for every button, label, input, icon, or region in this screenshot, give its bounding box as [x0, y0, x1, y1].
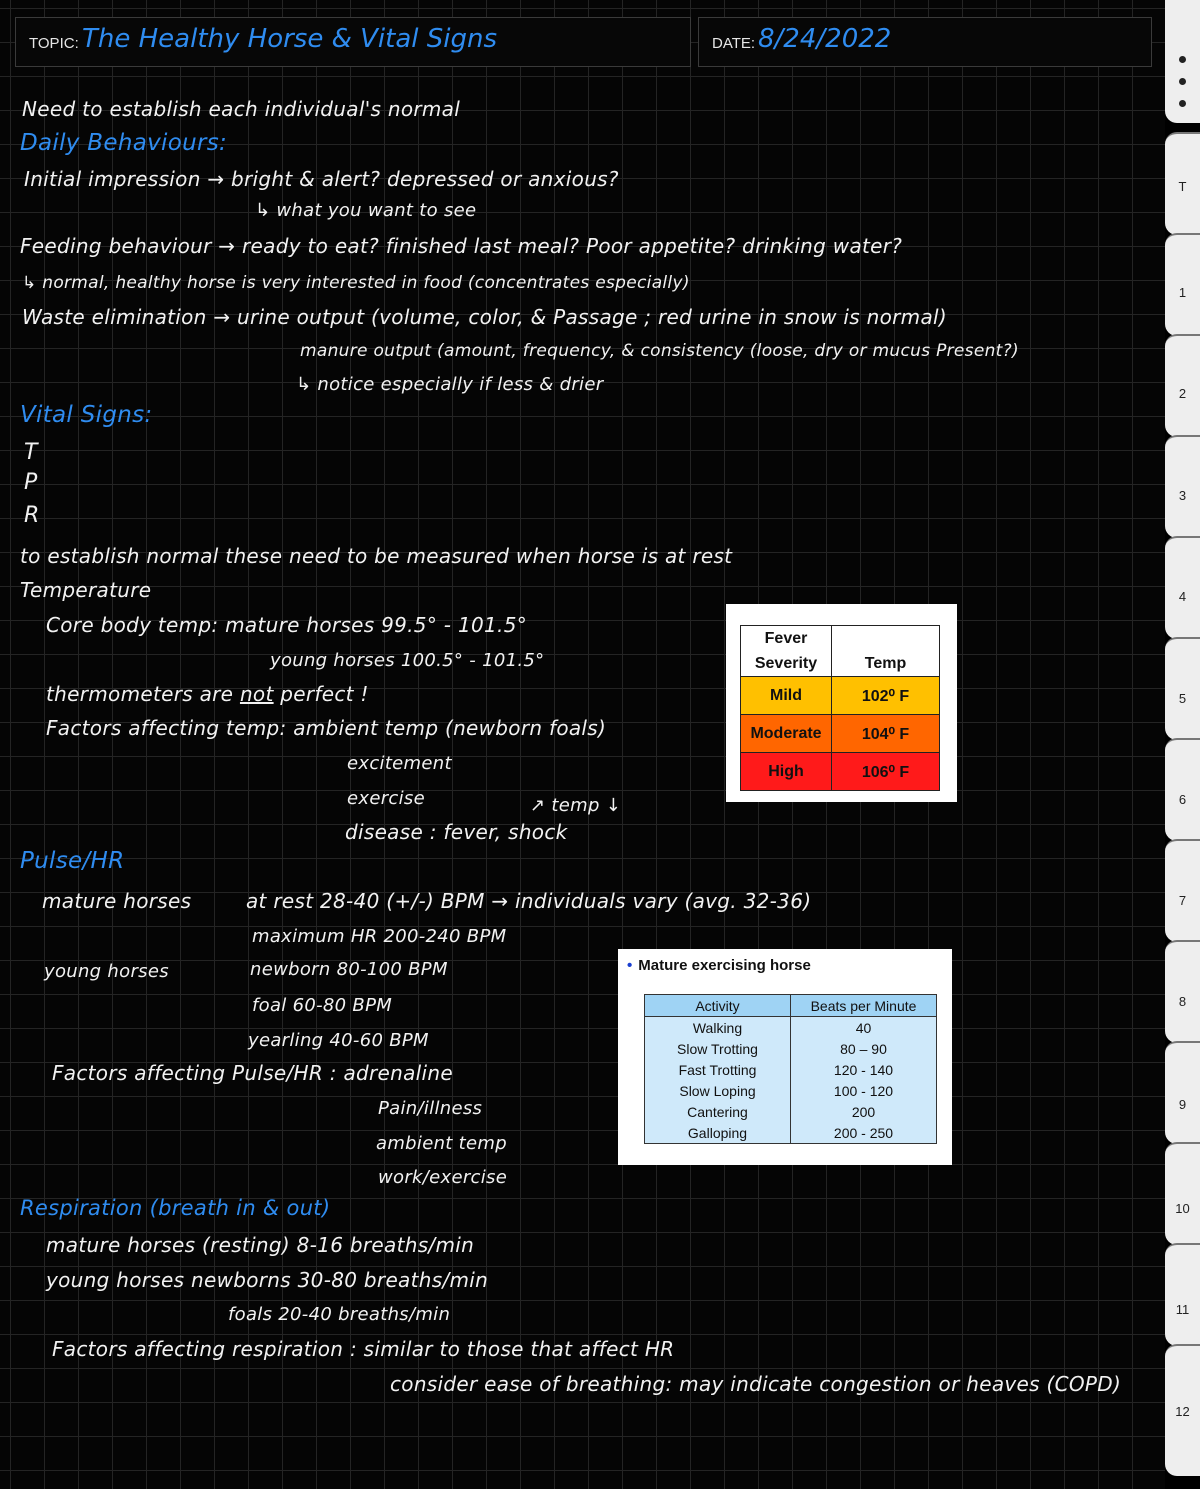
table-cell: 40: [791, 1017, 937, 1039]
vital-sign-t: T: [24, 440, 38, 465]
date-value[interactable]: 8/24/2022: [758, 24, 892, 54]
table-row: [741, 715, 940, 753]
tab-t[interactable]: T: [1165, 132, 1200, 235]
note-line: mature horses (resting) 8-16 breaths/min: [46, 1233, 475, 1257]
note-line: Factors affecting temp: ambient temp (newborn foals): [46, 716, 607, 740]
tab-5[interactable]: 5: [1165, 637, 1200, 740]
note-line: Factors affecting respiration : similar to those that affect HR: [52, 1337, 675, 1361]
note-line: Initial impression → bright & alert? depressed or anxious?: [24, 167, 619, 191]
table-cell: 80 – 90: [791, 1038, 937, 1059]
table-cell: 100 - 120: [791, 1080, 937, 1101]
table-cell: Galloping: [645, 1122, 791, 1144]
dot-icon: [1179, 56, 1186, 63]
section-heading-pulse-hr: Pulse/HR: [20, 848, 125, 874]
note-line: ↗ temp ↓: [530, 795, 622, 816]
date-label: DATE:: [712, 35, 756, 52]
note-line: mature horses: [42, 889, 192, 913]
note-line: Feeding behaviour → ready to eat? finished last meal? Poor appetite? drinking water?: [20, 234, 903, 258]
note-line: foals 20-40 breaths/min: [228, 1304, 451, 1325]
table-cell: High: [741, 753, 832, 791]
table-cell: 102⁰ F: [832, 677, 940, 715]
note-line: ↳ notice especially if less & drier: [296, 374, 604, 395]
tab-1[interactable]: 1: [1165, 233, 1200, 336]
table-cell: Mild: [741, 677, 832, 715]
table-cell: 106⁰ F: [832, 753, 940, 791]
table-header-cell: Activity: [645, 995, 791, 1017]
note-line: ↳ what you want to see: [255, 200, 477, 221]
tab-8[interactable]: 8: [1165, 940, 1200, 1043]
tab-7[interactable]: 7: [1165, 839, 1200, 942]
note-line: excitement: [347, 753, 452, 774]
bullet-icon: •: [627, 957, 633, 974]
fever-severity-table: [740, 625, 940, 791]
note-line: Core body temp: mature horses 99.5° - 101.5°: [46, 613, 528, 637]
table-cell: 200: [791, 1101, 937, 1122]
table-row: [645, 1080, 937, 1101]
tab-3[interactable]: 3: [1165, 435, 1200, 538]
note-line: ambient temp: [376, 1133, 507, 1154]
table-cell: Walking: [645, 1017, 791, 1039]
note-line: newborn 80-100 BPM: [250, 959, 448, 980]
note-line: Need to establish each individual's normal: [22, 97, 461, 121]
table-cell: Slow Trotting: [645, 1038, 791, 1059]
exercise-heart-rate-table-card: [618, 949, 952, 1165]
table-cell: 120 - 140: [791, 1059, 937, 1080]
table-row: [645, 1122, 937, 1144]
tab-10[interactable]: 10: [1165, 1142, 1200, 1245]
note-line: manure output (amount, frequency, & consistency (loose, dry or mucus Present?): [300, 341, 1019, 361]
topic-label: TOPIC:: [29, 35, 79, 52]
note-line: young horses newborns 30-80 breaths/min: [46, 1268, 489, 1292]
section-tabs: [1165, 0, 1200, 1489]
tab-4[interactable]: 4: [1165, 536, 1200, 639]
table-cell: Fast Trotting: [645, 1059, 791, 1080]
subheading-temperature: Temperature: [20, 578, 152, 602]
table-cell: Moderate: [741, 715, 832, 753]
dot-icon: [1179, 100, 1186, 107]
table-cell: 104⁰ F: [832, 715, 940, 753]
note-line: ↳ normal, healthy horse is very interested in food (concentrates especially): [22, 273, 690, 293]
note-line: young horses: [44, 961, 169, 982]
note-line: thermometers are not perfect !: [46, 682, 369, 706]
note-line: disease : fever, shock: [345, 820, 568, 844]
note-line: exercise: [347, 788, 425, 809]
note-line: Waste elimination → urine output (volume, color, & Passage ; red urine in snow is normal): [22, 305, 947, 329]
note-line: young horses 100.5° - 101.5°: [270, 650, 545, 671]
table-row: [645, 1017, 937, 1039]
tab-2[interactable]: 2: [1165, 334, 1200, 437]
fever-severity-table-card: [726, 604, 957, 802]
table-cell: 200 - 250: [791, 1122, 937, 1144]
vital-sign-r: R: [24, 503, 40, 528]
tab-9[interactable]: 9: [1165, 1041, 1200, 1144]
topic-value[interactable]: The Healthy Horse & Vital Signs: [82, 24, 498, 54]
table-row: [741, 677, 940, 715]
table-row: [645, 1101, 937, 1122]
section-heading-daily-behaviours: Daily Behaviours:: [20, 130, 228, 156]
table-row: [645, 1038, 937, 1059]
note-line: work/exercise: [378, 1167, 508, 1188]
vital-sign-p: P: [24, 470, 38, 495]
table-cell: Cantering: [645, 1101, 791, 1122]
table-header-cell: Temp: [832, 626, 940, 677]
note-line: yearling 40-60 BPM: [248, 1030, 429, 1051]
exercise-heart-rate-table: [644, 994, 937, 1144]
table-header-cell: Beats per Minute: [791, 995, 937, 1017]
table-caption: • Mature exercising horse: [627, 957, 811, 974]
tab-6[interactable]: 6: [1165, 738, 1200, 841]
note-line: maximum HR 200-240 BPM: [252, 926, 507, 947]
note-line: Pain/illness: [378, 1098, 483, 1119]
tab-home[interactable]: [1165, 0, 1200, 123]
section-heading-vital-signs: Vital Signs:: [20, 402, 153, 428]
note-line: Factors affecting Pulse/HR : adrenaline: [52, 1061, 453, 1085]
table-row: [645, 1059, 937, 1080]
table-row: [741, 753, 940, 791]
note-line: consider ease of breathing: may indicate congestion or heaves (COPD): [390, 1372, 1122, 1396]
note-line: foal 60-80 BPM: [252, 995, 393, 1016]
table-cell: Slow Loping: [645, 1080, 791, 1101]
section-heading-respiration: Respiration (breath in & out): [20, 1196, 331, 1220]
tab-12[interactable]: 12: [1165, 1344, 1200, 1476]
tab-11[interactable]: 11: [1165, 1243, 1200, 1346]
dot-icon: [1179, 78, 1186, 85]
table-header-cell: Fever Severity: [741, 626, 832, 677]
note-line: at rest 28-40 (+/-) BPM → individuals vary (avg. 32-36): [246, 889, 812, 913]
note-line: to establish normal these need to be measured when horse is at rest: [20, 544, 733, 568]
